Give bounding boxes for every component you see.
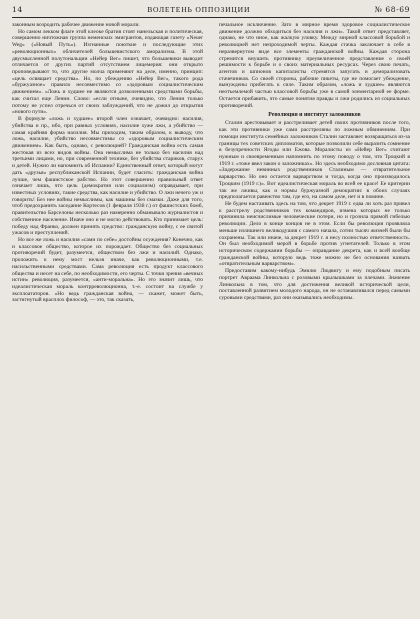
paragraph: Но все же ложь и насилия «сами по себе» достойны осуждения? Конечно, как и классовое общество, которое их порождает. Общество без социальных противоречий будет, разумеется, обществом без лжи и насилий. Однако, проложить к нему мост нельзя иначе, как революционными, т.е. насильственными средствами. Сама революция есть продукт классового общества и несет на себе, по необходимости, его черты. С точки зрения «вечных истин» революция, разумеется, «анти-моральна». Но это значит лишь, что идеалистическая мораль контрреволюционна, т.-е. состоит на службе у эксплоататоров. «Но ведь гражданская война, — скажет, может быть, застигнутый врасплох философ, — это, так сказать, <box>12 237 204 304</box>
section-heading: Революция и институт заложников <box>268 112 361 119</box>
paragraph: Сталин арестовывает и расстреливает детей своих противников после того, как эти противники уже сами расстреляны по ложным обвинениям. При помощи института семейных заложников Сталин заставляет возвращаться из-за границы тех советских дипломатов, которые позволили себе выразить сомнение в безупречности Ягоды или Ежова. Моралисты из «Нейер Вег» считают нужным и своевременным напомнить по этому поводу о том, что Троцкий в 1919 г. «тоже ввел закон о заложниках». Но здесь необходимо дословная цитата: «Задержание невинных родственников Сталиным — отвратительное варварство. Но оно остается варварством и тогда, когда оно производилось Троцким (1919 г.)». Вот идеалистическая мораль во всей ее красе! Ее критерии так же лживы, как и нормы буржуазной демократии: в обоих случаях предполагается равенство там, где его, на самом деле, нет и в помине. <box>219 120 410 201</box>
issue-number: № 68-69 <box>374 5 410 14</box>
paragraph: Но самом лекком флаге этой клеоке братия стоят нанельская и политическая, совершенно ничтожная группа неменских эмигрантов, издающая газету «Neuer Weg» («Новый Путь»). Изгнанные поюткие и последующие этих «революционных» обличителей большевистского аморализма. В этой двусмысленной полутональции «Нейер Вег» пишет, что большевики выводит отличается от других партий отсутствием лицемерия: они открыто проповедывают то, что другие молча применяют на деле, именно, принцип: «цель освящает средства». Но, по убеждению «Нейер Вег», такого рода «буржуазное» правило несовместимо со «здоровым социалистическим движением». «Ложь и худшее не являются дозволенными средствами борьбы, как считал еще Ленин. Слово: «если отныне, очевидно, что Ленин только потому не успел отречься от своих заблуждений, что не дожил до открытия «нового пути». <box>12 28 203 116</box>
page-header <box>12 5 410 16</box>
header-rule <box>12 17 410 18</box>
paragraph: Не будем настаивать здесь на том, что декрет 1919 г. едва ли хоть раз привел к расстрелу родственников тех командиров, измена которых не только причинила неисчислимые человеческие потери, но и грозила прямой гибелью революции. Дело в конце концов не в этом. Если бы революция проявляла меньше излишнего великодушия с самого начала, сотни тысяч жизней были бы сохранены. Так или иначе, за декрет 1919 г. я несу полностью ответственность. Он был необходимой мерой в борьбе против угнетателей. Только в этом историческом содержании борьбы — оправдание декрета, как и всей вообще гражданской войны, которую ведь тоже можно не без основания назвать «отвратительным варварством». <box>219 200 410 268</box>
paragraph: В формуле «ложь и худшее» второй член означает, очевидно: насилия, убийства и пр., ибо, при равных условиях, насилие хуже лжи, а убийство — самая крайняя форма насилия. Мы приходим, таким образом, к выводу, что ложь, насилие, убийство несовместимы со «здоровым социалистическим движением». Как быть, однако, с революцией? Гражданская война есть самая жестокая из всех видов войны. Она немыслима не только без насилия над третьими лицами, но, при современной технике, без убийства стариков, старух и детей. Нужно ли напомнить об Испании? Единственный ответ, который могут дать «друзья» республиканской Испании, будет гласить: гражданская война лучше, чем фашистское рабство. Но этот совершенно правильный ответ означает лишь, что цель (демократия или социализм) оправдывает, при известных условиях, такие средства, как насилие и убийство. О лжи нечего уж и говорить! Без нее войны немыслимы, как машины без смазки. Даже для того, чтоб предохранить заседание Кортесов (1 февраля 1938 г.) от фашистских бомб, правительство Барселоны несколько раз намеренно обманывало журналистов и собственное население. Иначе оно и не могло действовать. Кто принимает цель: победу над Франко, должен принять средство: гражданскую войну, с ее свитой ужасов и преступлений. <box>12 116 203 237</box>
journal-title: ВОЛЕТЕНЬ ОППОЗИЦИИ <box>147 5 251 14</box>
paragraph: Предоставим какому-нибудь Эмилю Людвигу и ему подобным писать портрет Авраама Линкольна с розовыми крылышками за плечами. Значение Линкольна в том, что для достижения великой исторической цели, поставленной развитием молодого народа, он не останавливался перед самыми суровыми средствами, раз они оказывались необходимы. <box>219 268 410 302</box>
text-columns <box>12 22 410 304</box>
page-number: 14 <box>12 5 23 14</box>
paragraph: законным возродить рабочее движение новой морали. <box>12 22 140 28</box>
right-column <box>219 22 410 304</box>
left-column <box>12 22 203 304</box>
paragraph: печальное исключение. Зато в мирное время здоровое социалистическое движение должно обходиться без насилия и лжи». Такой ответ представляет, однако, не что иное, как жалкую уловку. Между мирной классовой борьбой и революцией нет непроходимой черты. Каждая стачка заключает в себе в неразвернутом виде все элементы гражданской войны. Каждая сторона стремится внушить противнику преувеличенное представление о своей решимости к борьбе и о своих материальных ресурсах. Через свою печать, агентов и шпионов капиталисты стремятся запугать и деморализовать стачечников. Со своей стороны, рабочие пикеты, где не помогает убеждение, вынуждены прибегать к силе. Таким образом, «ложь и худшее» являются неотъемлемой частью классовой борьбы уже в самой элементарной ее форме. Остается прибавить, что самые понятия правды и лжи родились из социальных противоречий. <box>219 22 410 109</box>
